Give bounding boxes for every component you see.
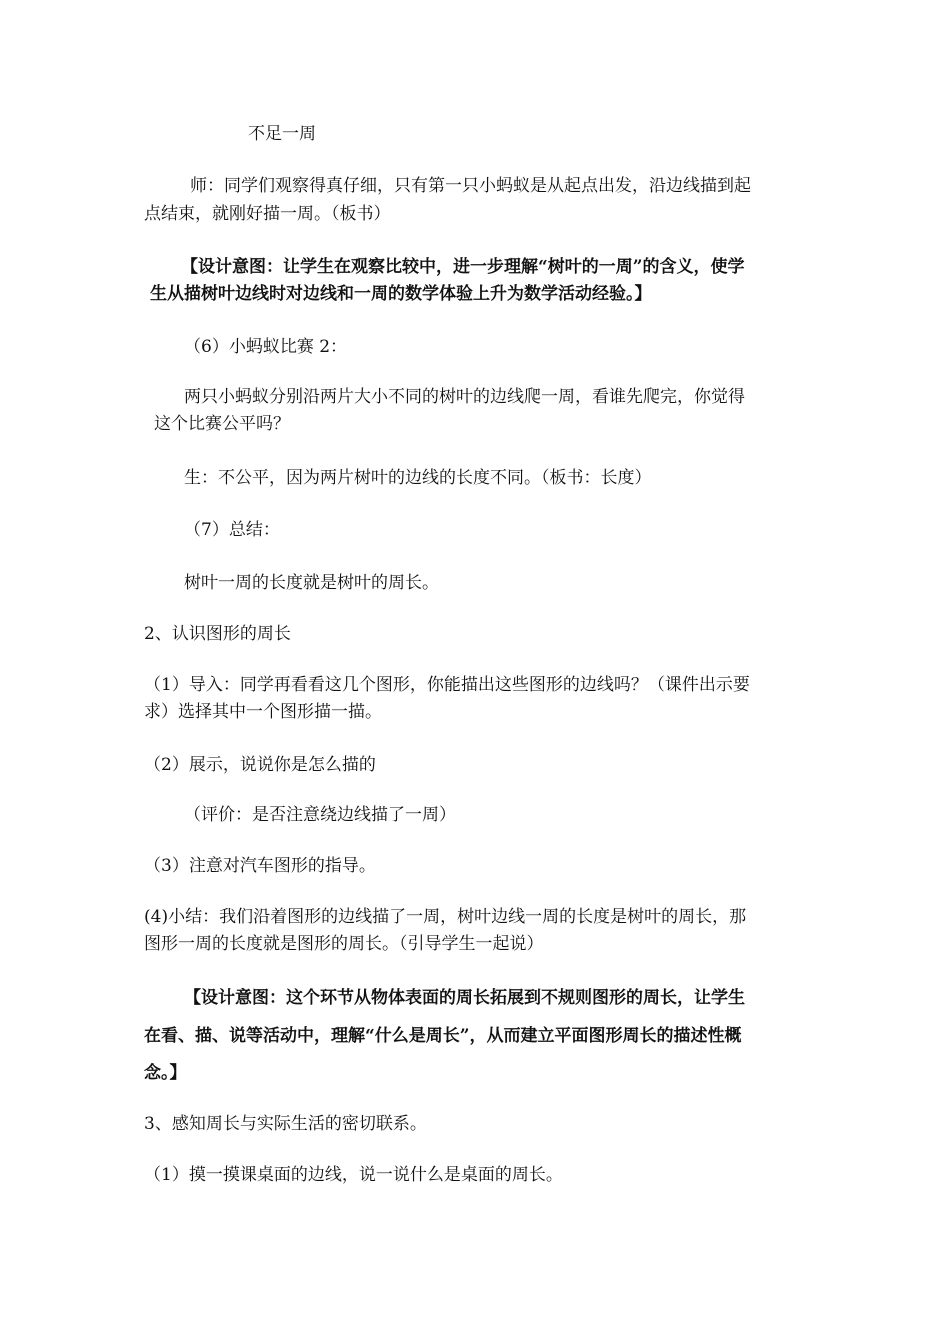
design-intent-line: 生从描树叶边线时对边线和一周的数学体验上升为数学活动经验。】 bbox=[150, 284, 652, 304]
text-line: （3）注意对汽车图形的指导。 bbox=[144, 856, 376, 876]
text-line: （评价：是否注意绕边线描了一周） bbox=[184, 805, 456, 825]
text-line: (4)小结：我们沿着图形的边线描了一周，树叶边线一周的长度是树叶的周长，那 bbox=[144, 907, 747, 927]
text-line: （1）导入：同学再看看这几个图形，你能描出这些图形的边线吗？（课件出示要 bbox=[144, 675, 750, 695]
text-line: 图形一周的长度就是图形的周长。（引导学生一起说） bbox=[144, 934, 544, 954]
text-line: 生：不公平，因为两片树叶的边线的长度不同。（板书：长度） bbox=[184, 468, 652, 488]
design-intent-line: 【设计意图：让学生在观察比较中，进一步理解“树叶的一周”的含义，使学 bbox=[181, 257, 745, 277]
section-heading: （7）总结： bbox=[184, 520, 280, 540]
text-line: 求）选择其中一个图形描一描。 bbox=[144, 702, 382, 722]
design-intent-line: 念。】 bbox=[144, 1063, 187, 1083]
section-heading: 3、感知周长与实际生活的密切联系。 bbox=[144, 1114, 427, 1134]
design-intent-line: 【设计意图：这个环节从物体表面的周长拓展到不规则图形的周长，让学生 bbox=[184, 988, 745, 1008]
text-line: 这个比赛公平吗？ bbox=[154, 414, 290, 434]
text-line: （1）摸一摸课桌面的边线，说一说什么是桌面的周长。 bbox=[144, 1165, 563, 1185]
text-line: （2）展示，说说你是怎么描的 bbox=[144, 755, 376, 775]
section-heading: （6）小蚂蚁比赛 2： bbox=[184, 337, 348, 357]
design-intent-line: 在看、描、说等活动中，理解“什么是周长”，从而建立平面图形周长的描述性概 bbox=[144, 1026, 742, 1046]
text-line: 师：同学们观察得真仔细，只有第一只小蚂蚁是从起点出发，沿边线描到起 bbox=[190, 176, 751, 196]
section-heading: 2、认识图形的周长 bbox=[144, 624, 291, 644]
text-line: 点结束，就刚好描一周。（板书） bbox=[144, 204, 391, 224]
text-line: 不足一周 bbox=[248, 124, 316, 144]
text-line: 树叶一周的长度就是树叶的周长。 bbox=[184, 573, 439, 593]
text-line: 两只小蚂蚁分别沿两片大小不同的树叶的边线爬一周，看谁先爬完，你觉得 bbox=[184, 387, 745, 407]
